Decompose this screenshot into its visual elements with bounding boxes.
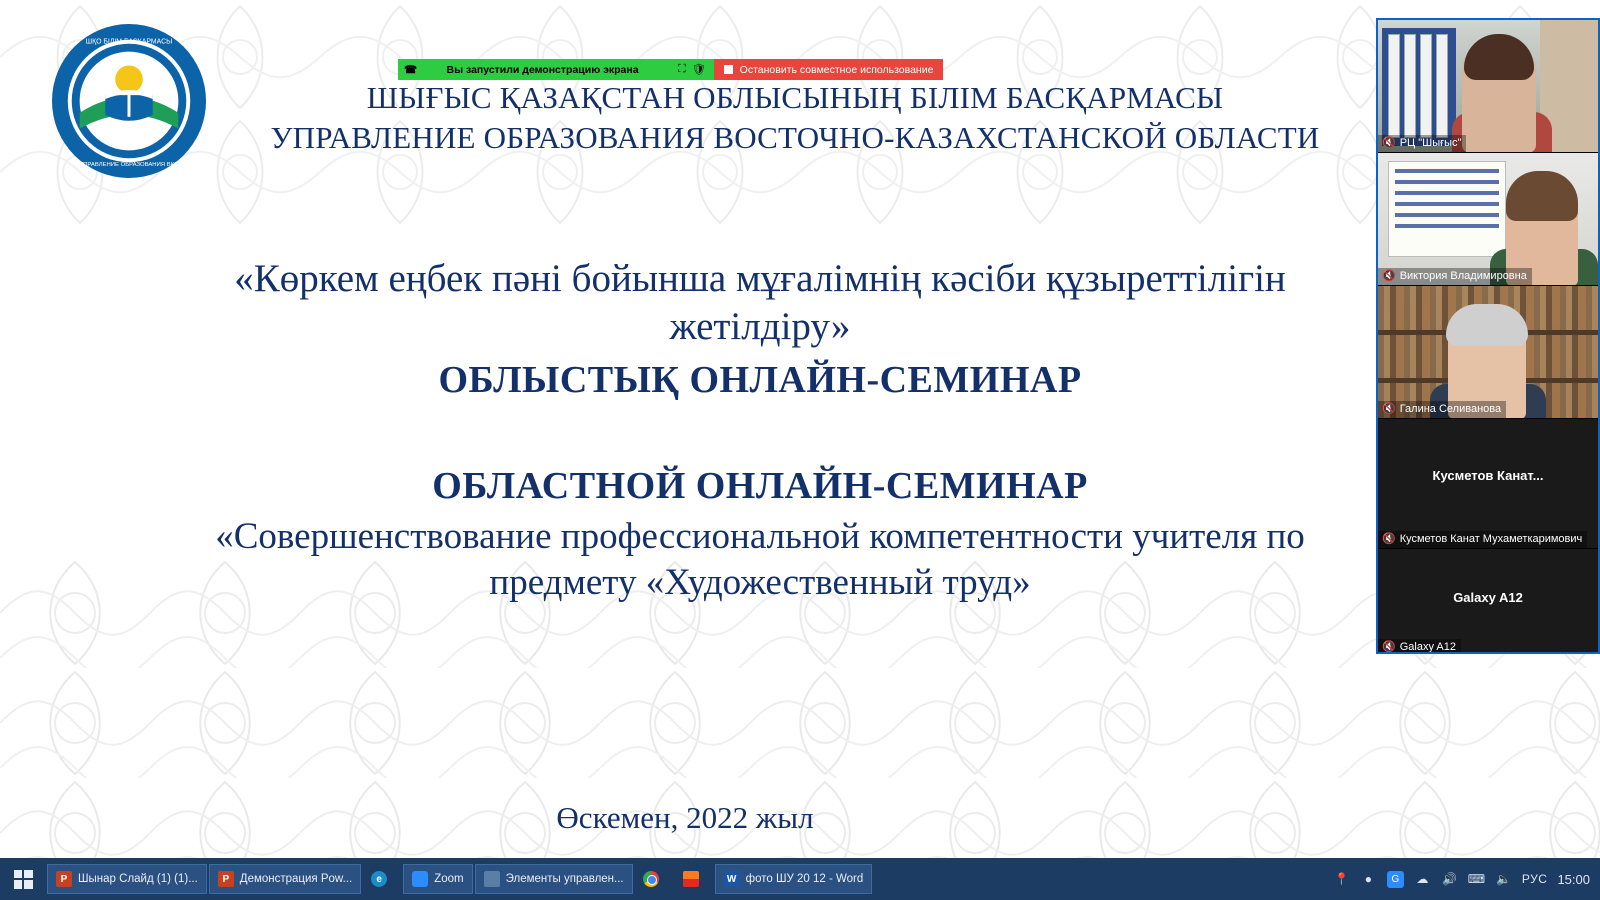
participant-name: Galaxy A12 bbox=[1399, 641, 1456, 653]
participant-center-name: Galaxy A12 bbox=[1453, 589, 1523, 605]
seminar-heading-kz: ОБЛЫСТЫҚ ОНЛАЙН-СЕМИНАР bbox=[438, 359, 1082, 402]
powerpoint-icon: P bbox=[218, 871, 234, 887]
taskbar-item-chrome[interactable] bbox=[635, 864, 673, 894]
tile-background-shelf bbox=[1382, 28, 1456, 146]
tile-background-board bbox=[1388, 161, 1506, 257]
speaker-icon[interactable]: 🔊 bbox=[1441, 872, 1457, 886]
participant-name: РЦ "Шығыс" bbox=[1399, 137, 1462, 149]
tile-person-hair bbox=[1446, 304, 1528, 346]
mic-muted-icon: 🔇 bbox=[1382, 136, 1396, 149]
seminar-theme-ru: «Совершенствование профессиональной компетентности учителя по предмету «Художественный труд» bbox=[215, 516, 1305, 604]
internet-explorer-icon: e bbox=[371, 871, 387, 887]
control-panel-icon bbox=[484, 871, 500, 887]
taskbar-item-control-panel[interactable] bbox=[475, 864, 633, 894]
share-status-label: Вы запустили демонстрацию экрана bbox=[446, 63, 639, 76]
language-indicator[interactable]: РУС bbox=[1521, 872, 1548, 886]
taskbar-item-word[interactable] bbox=[715, 864, 873, 894]
location-icon[interactable]: 📍 bbox=[1333, 872, 1349, 886]
participant-tile[interactable] bbox=[1378, 20, 1598, 153]
slide-place-year: Өскемен, 2022 жыл bbox=[556, 800, 814, 835]
participant-tile[interactable] bbox=[1378, 153, 1598, 286]
clock[interactable]: 15:00 bbox=[1557, 871, 1590, 887]
mic-muted-icon: 🔇 bbox=[1382, 640, 1396, 653]
taskbar-item-powerpoint-2[interactable] bbox=[209, 864, 361, 894]
organization-title-ru: УПРАВЛЕНИЕ ОБРАЗОВАНИЯ ВОСТОЧНО-КАЗАХСТАНСКОЙ ОБЛАСТИ bbox=[270, 119, 1320, 155]
zoom-participants-panel[interactable] bbox=[1376, 18, 1600, 654]
mic-muted-icon: 🔇 bbox=[1382, 402, 1396, 415]
participant-tile[interactable] bbox=[1378, 419, 1598, 549]
taskbar-item-label: Элементы управлен... bbox=[505, 873, 624, 885]
stop-share-label: Остановить совместное использование bbox=[739, 63, 934, 76]
participant-center-name: Кусметов Канат... bbox=[1432, 468, 1544, 484]
participant-tile[interactable] bbox=[1378, 286, 1598, 419]
tile-person-hair bbox=[1506, 171, 1578, 221]
system-tray[interactable] bbox=[1333, 871, 1600, 888]
start-button[interactable] bbox=[0, 858, 46, 900]
messenger-icon[interactable]: ● bbox=[1364, 872, 1373, 886]
participant-name-badge bbox=[1378, 135, 1466, 152]
taskbar-item-zoom[interactable] bbox=[403, 864, 472, 894]
keyboard-icon[interactable]: ⌨ bbox=[1467, 872, 1486, 886]
stop-square-icon bbox=[724, 65, 733, 74]
seminar-heading-ru: ОБЛАСТНОЙ ОНЛАЙН-СЕМИНАР bbox=[432, 465, 1088, 508]
mic-muted-icon: 🔇 bbox=[1382, 269, 1396, 282]
taskbar-item-label: Zoom bbox=[434, 873, 464, 885]
taskbar-item-flag-app[interactable] bbox=[675, 864, 713, 894]
svg-text:ШҚО БІЛІМ БАСҚАРМАСЫ: ШҚО БІЛІМ БАСҚАРМАСЫ bbox=[85, 38, 173, 46]
participant-name-badge bbox=[1378, 639, 1461, 654]
windows-taskbar[interactable] bbox=[0, 858, 1600, 900]
participant-name-badge bbox=[1378, 531, 1587, 548]
zoom-icon bbox=[412, 871, 428, 887]
tile-person-hair bbox=[1464, 34, 1534, 80]
share-status-group bbox=[398, 59, 670, 80]
taskbar-item-internet-explorer[interactable] bbox=[363, 864, 401, 894]
chrome-icon bbox=[643, 871, 659, 887]
taskbar-item-label: Шынар Слайд (1) (1)... bbox=[78, 873, 198, 885]
shield-icon[interactable]: 🛡 bbox=[691, 64, 706, 76]
phone-icon: ☎ bbox=[404, 63, 418, 76]
stop-share-button[interactable] bbox=[714, 59, 944, 80]
spacer bbox=[150, 402, 1370, 464]
flag-icon bbox=[683, 871, 699, 887]
volume-icon[interactable]: 🔈 bbox=[1495, 872, 1511, 886]
powerpoint-icon: P bbox=[56, 871, 72, 887]
windows-logo-icon bbox=[14, 870, 33, 889]
participant-name-badge bbox=[1378, 401, 1506, 418]
screen-share-toolbar[interactable] bbox=[398, 59, 943, 80]
taskbar-item-powerpoint-1[interactable] bbox=[47, 864, 207, 894]
participant-name: Галина Селиванова bbox=[1399, 403, 1502, 415]
slide-main-content bbox=[150, 255, 1370, 607]
participant-name-badge bbox=[1378, 268, 1532, 285]
mic-muted-icon: 🔇 bbox=[1382, 532, 1396, 545]
share-controls-group[interactable] bbox=[670, 59, 714, 80]
onedrive-icon[interactable]: ☁ bbox=[1416, 872, 1429, 886]
pause-share-icon[interactable]: ⛶ bbox=[678, 63, 686, 75]
participant-tile[interactable] bbox=[1378, 549, 1598, 654]
organization-logo bbox=[50, 22, 208, 180]
svg-text:УПРАВЛЕНИЕ ОБРАЗОВАНИЯ ВКО: УПРАВЛЕНИЕ ОБРАЗОВАНИЯ ВКО bbox=[79, 162, 179, 169]
grammarly-icon[interactable]: G bbox=[1387, 871, 1404, 888]
participant-name: Кусметов Канат Мухаметкаримович bbox=[1399, 533, 1583, 545]
participant-name: Виктория Владимировна bbox=[1399, 270, 1527, 282]
word-icon: W bbox=[724, 871, 740, 887]
taskbar-item-label: фото ШУ 20 12 - Word bbox=[745, 873, 864, 885]
taskbar-item-label: Демонстрация Pow... bbox=[239, 873, 353, 885]
organization-title bbox=[215, 78, 1375, 157]
organization-title-kz: ШЫҒЫС ҚАЗАҚСТАН ОБЛЫСЫНЫҢ БІЛІМ БАСҚАРМАСЫ bbox=[366, 80, 1224, 115]
seminar-theme-kz: «Көркем еңбек пәні бойынша мұғалімнің кәсіби құзыреттілігін жетілдіру» bbox=[234, 257, 1286, 348]
